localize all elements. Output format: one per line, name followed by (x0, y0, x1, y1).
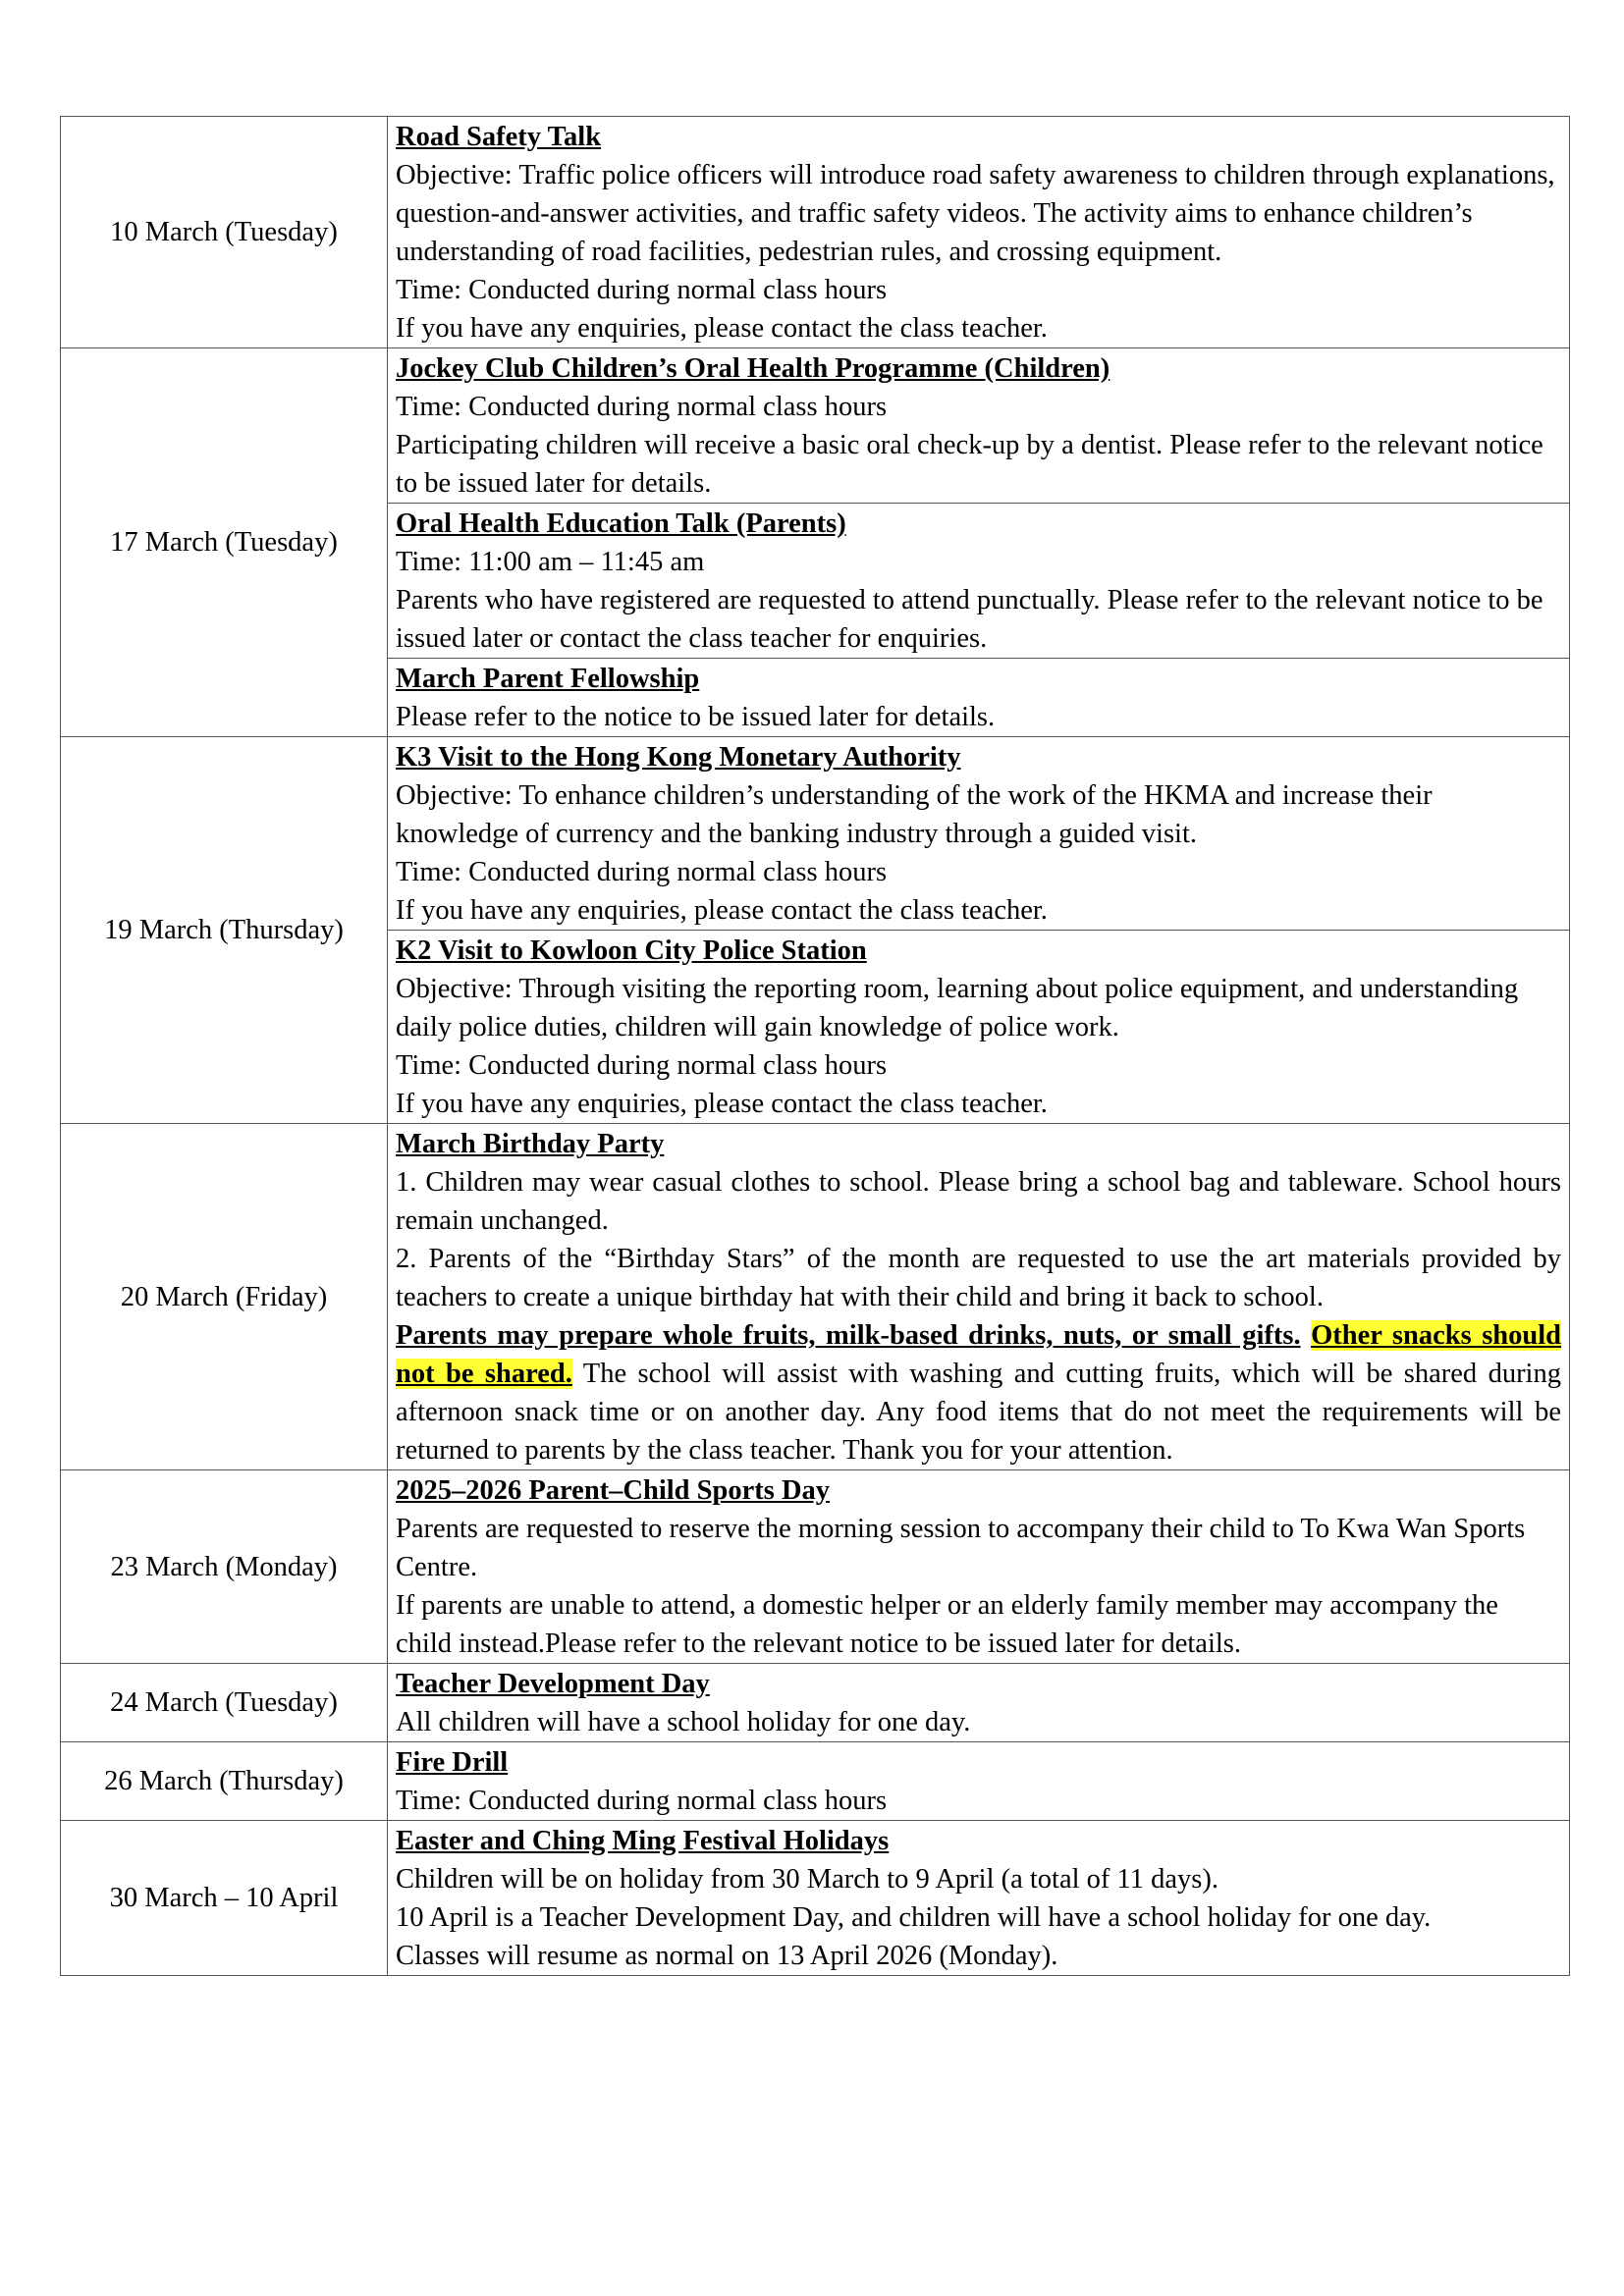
event-line: Time: Conducted during normal class hours (396, 275, 888, 305)
event-title: Jockey Club Children’s Oral Health Programme (Children) (396, 353, 1110, 384)
event-title: Fire Drill (396, 1747, 509, 1778)
event-line: Please refer to the notice to be issued later for details. (396, 702, 996, 732)
schedule-table (60, 116, 1570, 1976)
event-line: Classes will resume as normal on 13 April 2026 (Monday). (396, 1941, 1058, 1971)
event (388, 1124, 1569, 1469)
event (388, 930, 1569, 1123)
event (388, 1742, 1569, 1820)
note-highlighted-text: Other snacks should not be shared. (396, 1320, 1562, 1389)
event-title: Oral Health Education Talk (Parents) (396, 508, 846, 539)
event-line: Time: 11:00 am – 11:45 am (396, 547, 705, 577)
schedule-row (61, 1742, 1570, 1821)
event-title: March Birthday Party (396, 1129, 665, 1159)
schedule-row (61, 1124, 1570, 1470)
schedule-row (61, 1470, 1570, 1664)
event-line: Parents who have registered are requested to attend punctually. Please refer to the relevant notice to be issued later or contact the class teacher for enquiries. (396, 585, 1543, 654)
schedule-row (61, 348, 1570, 737)
event-line: If you have any enquiries, please contact the class teacher. (396, 313, 1048, 344)
note-bold-text: Parents may prepare whole fruits, milk-based drinks, nuts, or small gifts. (396, 1320, 1301, 1351)
event-line: 2. Parents of the “Birthday Stars” of the month are requested to use the art materials provided by teachers to create a unique birthday hat with their child and bring it back to school. (396, 1244, 1561, 1312)
event-title: Road Safety Talk (396, 122, 602, 152)
event-cell (388, 1124, 1570, 1470)
event-title: K3 Visit to the Hong Kong Monetary Authority (396, 742, 961, 773)
event-line: Time: Conducted during normal class hours (396, 1786, 888, 1816)
event-line: Objective: Traffic police officers will introduce road safety awareness to children through explanations, question-and-answer activities, and traffic safety videos. The activity aims to enhance children’s understanding of road facilities, pedestrian rules, and crossing equipment. (396, 160, 1555, 267)
event-cell (388, 1470, 1570, 1664)
event-line: Time: Conducted during normal class hours (396, 857, 888, 887)
event-title: K2 Visit to Kowloon City Police Station (396, 935, 867, 966)
date-cell: 20 March (Friday) (61, 1124, 388, 1470)
date-cell: 19 March (Thursday) (61, 737, 388, 1124)
date-cell: 10 March (Tuesday) (61, 117, 388, 348)
event (388, 503, 1569, 658)
schedule-row (61, 1664, 1570, 1742)
event-note (396, 1316, 1561, 1469)
date-cell: 24 March (Tuesday) (61, 1664, 388, 1742)
event-cell (388, 117, 1570, 348)
event-cell (388, 737, 1570, 1124)
note-rest-text: The school will assist with washing and cutting fruits, which will be shared during afternoon snack time or on another day. Any food items that do not meet the requirements will be returned to parents by the class teacher. Thank you for your attention. (396, 1359, 1561, 1466)
event-line: Objective: Through visiting the reporting room, learning about police equipment, and understanding daily police duties, children will gain knowledge of police work. (396, 974, 1519, 1042)
schedule-row (61, 737, 1570, 1124)
event-title: Teacher Development Day (396, 1669, 710, 1699)
event (388, 737, 1569, 930)
event-cell (388, 348, 1570, 737)
date-cell: 26 March (Thursday) (61, 1742, 388, 1821)
event-line: 10 April is a Teacher Development Day, and children will have a school holiday for one day. (396, 1902, 1432, 1933)
event-title: March Parent Fellowship (396, 664, 700, 694)
schedule-row (61, 1821, 1570, 1976)
event (388, 1821, 1569, 1975)
event-line: 1. Children may wear casual clothes to school. Please bring a school bag and tableware. School hours remain unchanged. (396, 1167, 1561, 1236)
event (388, 1470, 1569, 1663)
event (388, 1664, 1569, 1741)
date-cell: 17 March (Tuesday) (61, 348, 388, 737)
event-cell (388, 1742, 1570, 1821)
event-line: Time: Conducted during normal class hours (396, 1050, 888, 1081)
event-line: Participating children will receive a basic oral check-up by a dentist. Please refer to the relevant notice to be issued later for details. (396, 430, 1543, 499)
date-cell: 30 March – 10 April (61, 1821, 388, 1976)
event-title: Easter and Ching Ming Festival Holidays (396, 1826, 890, 1856)
date-cell: 23 March (Monday) (61, 1470, 388, 1664)
event-line: If parents are unable to attend, a domestic helper or an elderly family member may accompany the child instead.Please refer to the relevant notice to be issued later for details. (396, 1590, 1498, 1659)
event-line: Time: Conducted during normal class hours (396, 392, 888, 422)
event-title: 2025–2026 Parent–Child Sports Day (396, 1475, 831, 1506)
event-cell (388, 1664, 1570, 1742)
schedule-row (61, 117, 1570, 348)
event (388, 117, 1569, 347)
event-cell (388, 1821, 1570, 1976)
event-line: Objective: To enhance children’s understanding of the work of the HKMA and increase their knowledge of currency and the banking industry through a guided visit. (396, 780, 1433, 849)
event-line: All children will have a school holiday for one day. (396, 1707, 971, 1737)
event-line: Parents are requested to reserve the morning session to accompany their child to To Kwa Wan Sports Centre. (396, 1514, 1526, 1582)
event (388, 348, 1569, 503)
event (388, 658, 1569, 736)
event-line: If you have any enquiries, please contact the class teacher. (396, 1089, 1048, 1119)
event-line: If you have any enquiries, please contact the class teacher. (396, 895, 1048, 926)
event-line: Children will be on holiday from 30 March to 9 April (a total of 11 days). (396, 1864, 1218, 1895)
